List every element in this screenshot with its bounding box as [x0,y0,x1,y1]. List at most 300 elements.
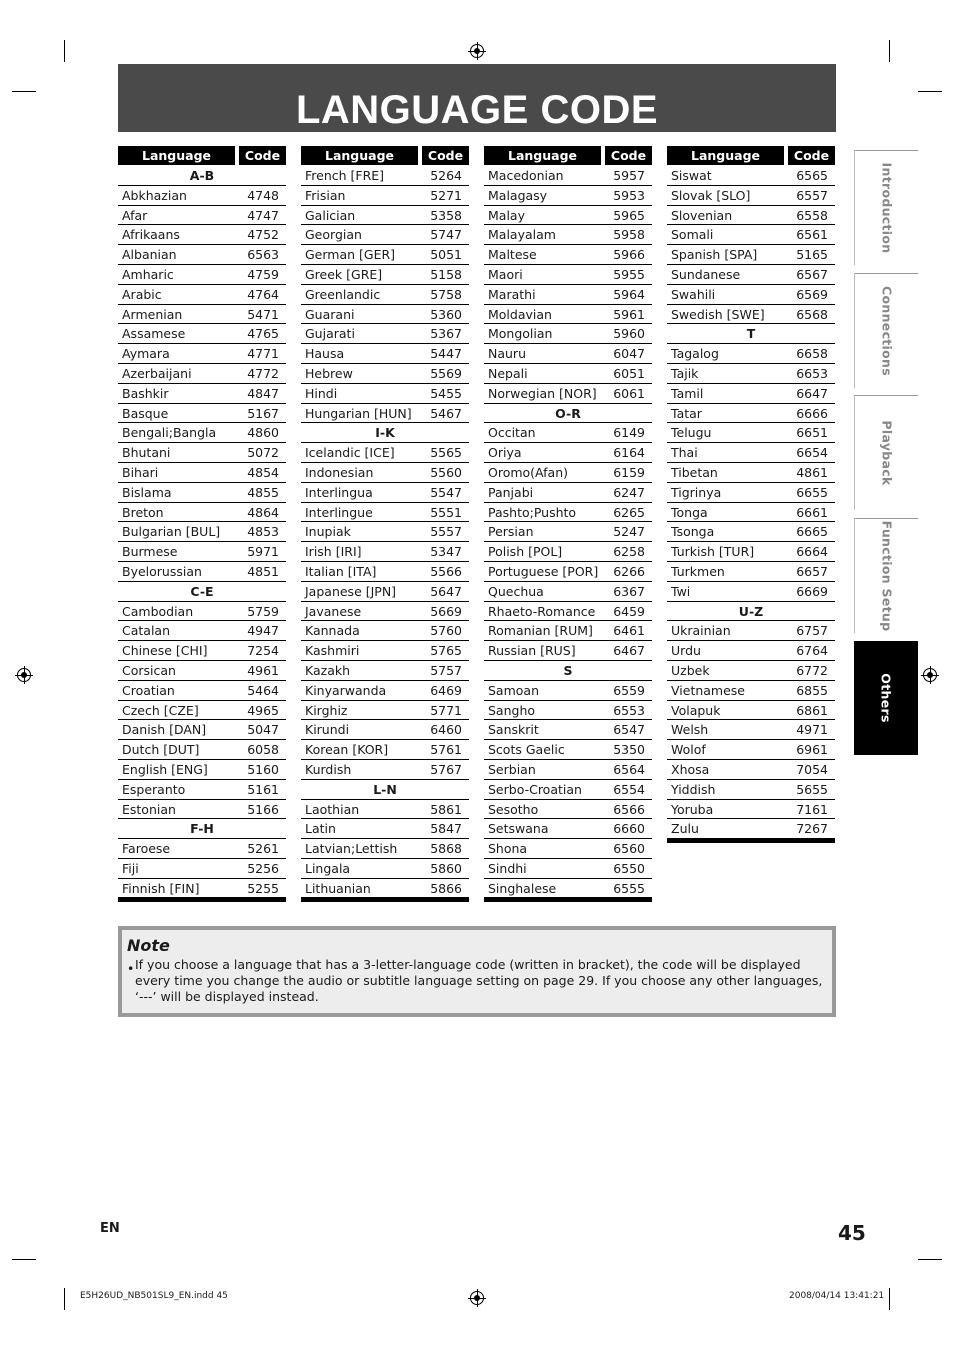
language-code: 5560 [430,464,462,480]
language-name: Hausa [305,346,345,362]
language-name: French [FRE] [305,168,385,183]
language-name: Sanskrit [488,722,539,738]
table-row [301,522,469,542]
table-row [667,423,835,443]
language-code: 6658 [796,346,828,362]
table-row [118,839,286,859]
table-row [484,760,652,780]
table-row [118,740,286,760]
language-name: Polish [POL] [488,544,563,560]
language-name: Oromo(Afan) [488,464,569,480]
language-name: Xhosa [671,761,710,777]
table-row [301,285,469,305]
language-code: 6961 [796,742,828,758]
table-row [301,503,469,523]
language-code: 6647 [796,385,828,401]
language-name: Kinyarwanda [305,682,387,698]
language-name: Basque [122,405,169,421]
section-heading: O-R [484,404,652,424]
table-row [667,503,835,523]
language-code: 4853 [247,524,279,540]
language-code: 5264 [430,168,462,183]
table-row [484,562,652,582]
language-code: 5868 [430,841,462,857]
table-row [301,839,469,859]
language-code: 4860 [247,425,279,441]
language-name: Tajik [671,365,699,381]
language-code: 6657 [796,563,828,579]
table-row [301,483,469,503]
language-code: 5271 [430,187,462,203]
language-name: Bihari [122,464,159,480]
language-name: Slovenian [671,207,733,223]
language-name: Yoruba [671,801,714,817]
table-row [484,166,652,186]
table-row [484,324,652,344]
language-code: 5347 [430,544,462,560]
table-row [484,463,652,483]
table-row [118,364,286,384]
language-name: Uzbek [671,662,710,678]
table-row [301,562,469,582]
language-name: Pashto;Pushto [488,504,577,520]
table-row [118,760,286,780]
language-name: Bulgarian [BUL] [122,524,221,540]
language-name: Tigrinya [671,484,722,500]
language-name: Czech [CZE] [122,702,199,718]
language-code: 5255 [247,880,279,896]
language-name: Telugu [671,425,712,441]
language-code: 4961 [247,662,279,678]
language-name: Fiji [122,860,139,876]
table-row [667,542,835,562]
language-name: Georgian [305,227,362,243]
language-code: 6467 [613,643,645,659]
language-code: 6567 [796,266,828,282]
language-name: Macedonian [488,168,564,183]
language-code: 5158 [430,266,462,282]
language-name: Occitan [488,425,536,441]
table-row [667,780,835,800]
crop-mark [918,1259,942,1260]
table-row [118,186,286,206]
language-code: 6247 [613,484,645,500]
language-name: Singhalese [488,880,557,896]
table-row [118,206,286,226]
language-name: Twi [671,583,691,599]
section-heading: U-Z [667,602,835,622]
language-name: Urdu [671,643,701,659]
tab-label: Playback [879,420,894,486]
language-code: 5072 [247,445,279,461]
language-name: Italian [ITA] [305,563,377,579]
language-name: Panjabi [488,484,534,500]
language-code: 6561 [796,227,828,243]
language-code: 5047 [247,722,279,738]
language-name: Nauru [488,346,526,362]
language-name: Bashkir [122,385,169,401]
language-name: Gujarati [305,326,355,342]
language-code: 6265 [613,504,645,520]
language-name: Interlingue [305,504,373,520]
table-row [667,285,835,305]
language-code: 5467 [430,405,462,421]
table-end-rule [301,897,469,902]
crop-mark [918,91,942,92]
table-row [301,186,469,206]
language-code: 4747 [247,207,279,223]
language-code: 6565 [796,168,828,183]
table-row [484,582,652,602]
language-code: 4855 [247,484,279,500]
table-row [118,562,286,582]
language-code: 6764 [796,643,828,659]
table-row [118,503,286,523]
language-name: Korean [KOR] [305,742,389,758]
crop-mark [64,40,65,62]
table-row [301,760,469,780]
language-code: 5166 [247,801,279,817]
table-row [301,364,469,384]
language-code: 5655 [796,781,828,797]
table-row [118,225,286,245]
language-code: 5360 [430,306,462,322]
table-row [667,245,835,265]
language-code: 6651 [796,425,828,441]
table-row [484,423,652,443]
table-row [484,265,652,285]
language-code: 5569 [430,365,462,381]
language-name: Hebrew [305,365,353,381]
table-row [484,681,652,701]
table-row [301,859,469,879]
language-column-header: Language [667,146,784,165]
language-name: Thai [671,445,698,461]
language-code: 4752 [247,227,279,243]
language-code: 5551 [430,504,462,520]
language-code: 6855 [796,682,828,698]
language-column-header: Language [301,146,418,165]
language-name: Oriya [488,445,522,461]
language-code: 5866 [430,880,462,896]
section-heading: A-B [118,166,286,186]
language-code: 6666 [796,405,828,421]
language-name: Faroese [122,841,171,857]
table-header [301,146,469,165]
language-code: 5760 [430,623,462,639]
language-code: 5771 [430,702,462,718]
language-name: Quechua [488,583,544,599]
table-row [301,305,469,325]
table-row [301,324,469,344]
language-name: Afrikaans [122,227,180,243]
table-row [484,641,652,661]
table-row [118,463,286,483]
table-row [484,245,652,265]
language-name: Vietnamese [671,682,745,698]
table-row [484,800,652,820]
language-name: Maltese [488,247,537,263]
language-name: Danish [DAN] [122,722,207,738]
language-code: 5647 [430,583,462,599]
note-text: If you choose a language that has a 3-letter-language code (written in bracket), the code will be displayed every time you change the audio or subtitle language setting on page 29. If you choose any other languages, ‘---’ will be displayed instead. [135,957,823,1004]
language-code: 6266 [613,563,645,579]
language-name: Chinese [CHI] [122,643,208,659]
table-row [484,542,652,562]
language-code: 5447 [430,346,462,362]
language-name: Assamese [122,326,186,342]
table-row [484,186,652,206]
note-bullet: • [127,961,135,976]
table-row [484,780,652,800]
language-name: Greenlandic [305,286,381,302]
section-heading: C-E [118,582,286,602]
language-code: 5455 [430,385,462,401]
section-heading: S [484,661,652,681]
language-code: 6568 [796,306,828,322]
language-name: Tatar [671,405,702,421]
language-code: 5960 [613,326,645,342]
language-code: 5953 [613,187,645,203]
table-row [301,879,469,899]
language-code: 6569 [796,286,828,302]
table-row [484,503,652,523]
table-row [118,879,286,899]
language-code: 4771 [247,346,279,362]
table-row [301,661,469,681]
language-name: Finnish [FIN] [122,880,200,896]
language-table [301,146,469,902]
language-code: 4765 [247,326,279,342]
language-name: Kirghiz [305,702,348,718]
language-code: 6047 [613,346,645,362]
print-timestamp: 2008/04/14 13:41:21 [789,1291,885,1301]
language-code: 6559 [613,682,645,698]
crop-mark [889,1288,890,1310]
language-code: 6654 [796,445,828,461]
language-code: 6061 [613,385,645,401]
language-code: 6669 [796,583,828,599]
language-name: Wolof [671,742,706,758]
language-code: 5471 [247,306,279,322]
tab-playback[interactable] [854,395,918,510]
registration-mark-icon [470,1291,484,1305]
table-row [118,423,286,443]
table-row [667,186,835,206]
language-code: 5161 [247,781,279,797]
language-name: Esperanto [122,781,186,797]
language-name: Hindi [305,385,338,401]
table-row [118,443,286,463]
section-heading: F-H [118,819,286,839]
table-row [484,483,652,503]
table-row [484,384,652,404]
table-row [118,285,286,305]
table-row [667,760,835,780]
table-row [301,740,469,760]
language-indicator: EN [100,1221,120,1236]
table-header [118,146,286,165]
table-row [118,681,286,701]
language-code: 5758 [430,286,462,302]
language-name: Afar [122,207,148,223]
language-code: 5966 [613,247,645,263]
language-name: Burmese [122,544,178,560]
language-name: Spanish [SPA] [671,247,758,263]
table-row [667,522,835,542]
language-code: 4861 [796,464,828,480]
language-name: Siswat [671,168,712,183]
language-code: 6558 [796,207,828,223]
table-row [667,819,835,839]
language-code: 5860 [430,860,462,876]
language-name: Mongolian [488,326,553,342]
language-code: 4965 [247,702,279,718]
table-row [667,681,835,701]
language-code: 5051 [430,247,462,263]
tab-label: Others [878,673,894,723]
title-banner [118,64,836,132]
language-name: Corsican [122,662,176,678]
language-name: Serbo-Croatian [488,781,582,797]
language-name: Latin [305,821,336,837]
language-code: 6459 [613,603,645,619]
language-code: 4847 [247,385,279,401]
language-name: Tsonga [671,524,715,540]
table-row [667,225,835,245]
language-code: 6547 [613,722,645,738]
table-row [301,701,469,721]
language-code: 5958 [613,227,645,243]
registration-mark-icon [17,668,31,682]
table-row [118,344,286,364]
tab-introduction[interactable] [854,150,918,265]
table-row [667,582,835,602]
section-heading: L-N [301,780,469,800]
language-code: 4864 [247,504,279,520]
table-row [301,641,469,661]
language-code: 6554 [613,781,645,797]
language-code: 5961 [613,306,645,322]
language-code: 6469 [430,682,462,698]
language-name: Arabic [122,286,162,302]
language-name: Swedish [SWE] [671,306,765,322]
table-row [667,483,835,503]
table-row [301,602,469,622]
language-name: Samoan [488,682,540,698]
language-code: 6757 [796,623,828,639]
language-name: Albanian [122,247,177,263]
language-name: Nepali [488,365,528,381]
language-code: 4759 [247,266,279,282]
table-row [484,443,652,463]
table-row [667,265,835,285]
table-end-rule [667,838,835,843]
table-row [301,344,469,364]
table-row [667,701,835,721]
language-name: Tonga [671,504,708,520]
table-row [484,740,652,760]
language-table [118,146,286,902]
language-code: 7054 [796,761,828,777]
table-row [484,206,652,226]
language-code: 5167 [247,405,279,421]
language-table [667,146,835,843]
language-name: Lingala [305,860,351,876]
language-name: Rhaeto-Romance [488,603,596,619]
crop-mark [64,1288,65,1310]
language-code: 6861 [796,702,828,718]
language-code: 6557 [796,187,828,203]
table-row [118,542,286,562]
table-row [667,463,835,483]
code-column-header: Code [239,146,286,165]
language-code: 7254 [247,643,279,659]
table-row [667,800,835,820]
language-code: 4854 [247,464,279,480]
language-code: 7161 [796,801,828,817]
table-row [667,344,835,364]
language-name: Malayalam [488,227,556,243]
table-row [484,305,652,325]
table-row [484,819,652,839]
language-code: 6653 [796,365,828,381]
language-name: Yiddish [671,781,716,797]
table-row [667,661,835,681]
language-name: Romanian [RUM] [488,623,593,639]
language-code: 5350 [613,742,645,758]
table-row [484,285,652,305]
file-name: E5H26UD_NB501SL9_EN.indd 45 [80,1291,228,1301]
tab-connections[interactable] [854,273,918,388]
table-row [301,404,469,424]
table-row [118,661,286,681]
section-heading: I-K [301,423,469,443]
language-code: 6560 [613,841,645,857]
language-code: 5247 [613,524,645,540]
tab-function-setup[interactable] [854,518,918,633]
language-name: German [GER] [305,247,396,263]
language-name: Javanese [305,603,362,619]
language-code: 5964 [613,286,645,302]
language-code: 5165 [796,247,828,263]
language-name: Portuguese [POR] [488,563,599,579]
table-row [667,384,835,404]
page-number: 45 [838,1221,866,1245]
language-name: Zulu [671,821,699,837]
language-name: Bengali;Bangla [122,425,217,441]
language-code: 5464 [247,682,279,698]
table-row [301,443,469,463]
tab-others[interactable] [854,641,918,755]
table-row [118,859,286,879]
table-row [118,621,286,641]
section-heading: T [667,324,835,344]
language-code: 4764 [247,286,279,302]
language-code: 6553 [613,702,645,718]
table-row [301,542,469,562]
language-name: Sindhi [488,860,527,876]
language-code: 5861 [430,801,462,817]
table-header [484,146,652,165]
table-header [667,146,835,165]
language-name: Greek [GRE] [305,266,383,282]
language-name: Shona [488,841,528,857]
table-row [667,206,835,226]
language-code: 5767 [430,761,462,777]
language-name: Byelorussian [122,563,202,579]
language-code: 6460 [430,722,462,738]
